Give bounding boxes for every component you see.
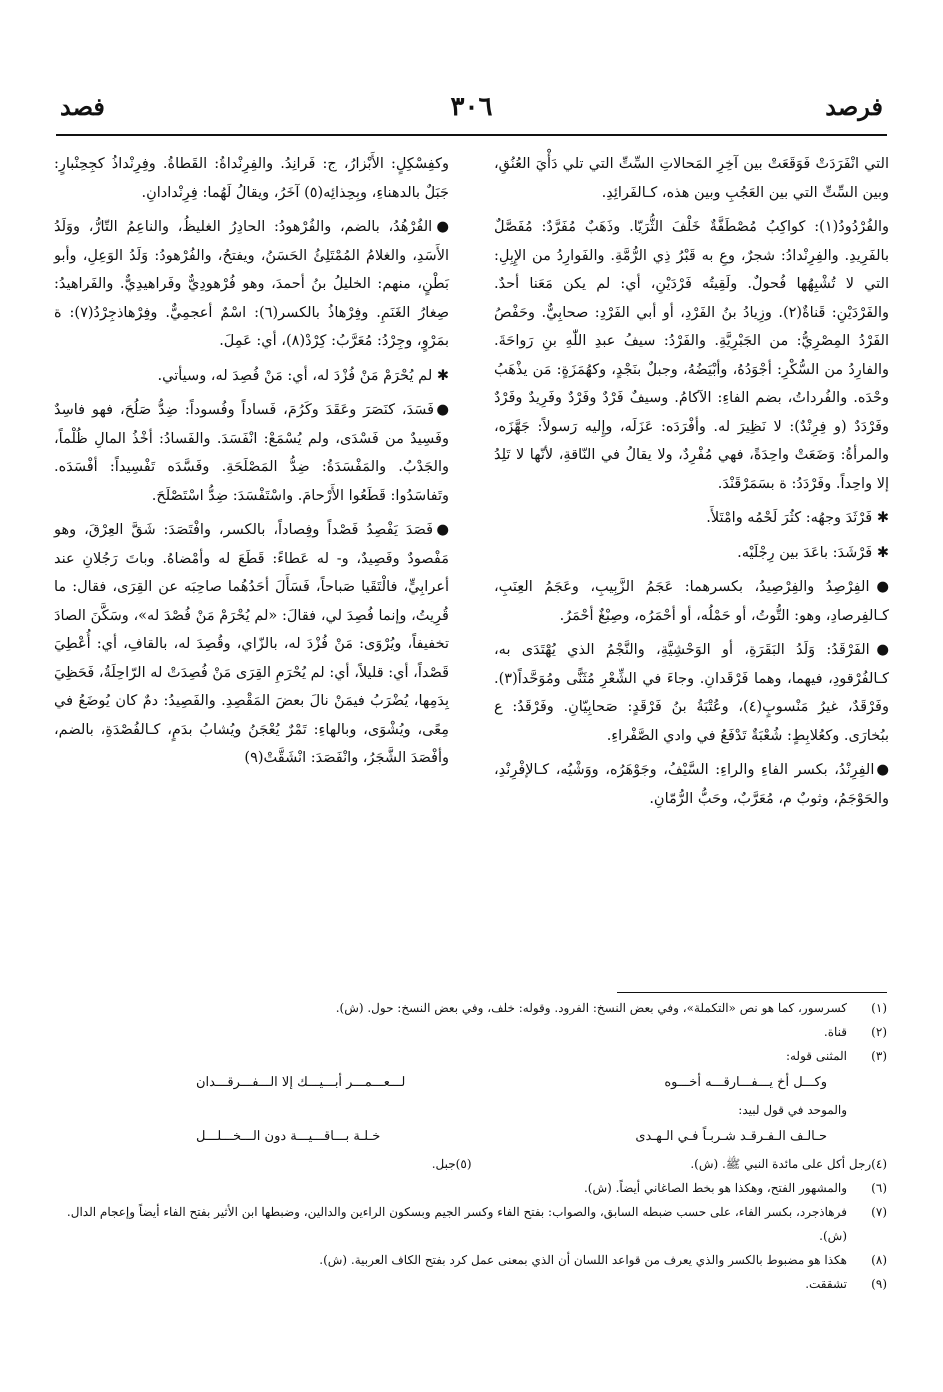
footnote-text: رجل أكل على مائدة النبي ﷺ. (ش). [690, 1157, 872, 1171]
footnote-text: قناة. [823, 1025, 847, 1039]
footnote-pair [56, 1152, 887, 1176]
verse-line [56, 1068, 887, 1098]
footnote-text: جبل. [431, 1157, 456, 1171]
entry-paragraph: ●الفُرْهُدُ، بالضم، والفُرْهودُ: الحادِرُ الغليظُ، والناعِمُ التّارُّ، ووَلَدُ الأَسَدِ، والغلامُ المُمْتَلِئُ الحَسَنُ، ويفتحُ، والفُرْهودُ: وَلَدُ الوَعِلِ، وأبو بَطْنٍ، منهم: الخليلُ بنُ أحمدَ، وهو فُرْهودِيٌّ وفَراهيدِيٌّ. والفَراهيدُ: صِغارُ الغَنَمِ. وفِرْهاذُ بالكسر(٦): اسْمٌ أعجمِيٌّ. وفِرْهاذجِرْدُ(٧): ة بمَرْوٍ، وجِرْدُ: مُعَرَّبُ: كِرْدْ(٨)، أي: عَمِلَ. [54, 219, 450, 349]
entry-paragraph: ✱ فَرْثَدَ وجهُه: كثُرَ لَحْمُه وامْتَلأَ. [706, 510, 889, 526]
entry-paragraph: ●فَصَدَ يَفْصِدُ فَصْداً وفِصاداً، بالكسر، وافْتَصَدَ: شَقَّ العِرْقَ، وهو مَفْصودٌ وفَصِيدٌ، و- له عَطاءً: قَطَعَ له وأمْضاهُ. وباتَ رَجُلانِ عند أعرابِيٍّ، فالْتَقَيا صَباحاً، فَسَأَلَ أحَدُهُما صاحِبَه عن القِرَى، فقال: ما قُرِيتُ، وإنما فُصِدَ لي، فقالَ: «لم يُحْرَمْ مَنْ فُصْدَ له»، وسَكَّنَ الصادَ تخفيفاً، ويُرْوَى: مَنْ فُزْدَ له، بالزّاي، وقُصِدَ له، بالقافِ، أي: أُعْطِيَ قَصْداً، أي: قليلاً، أي: لم يُحْرَمِ القِرَى مَنْ فُصِدَتْ له الرّاحِلَةُ، فَحَظِيَ بِدَمِها، يُضْرَبُ فيمَنْ نالَ بعضَ المَقْصِدِ. والفَصِيدُ: دمٌ كان يُوضَعُ في مِعًى، ويُشْوَى، وبالهاءِ: تَمْرٌ يُعْجَنُ ويُشابُ بدَمٍ، كـالفُصْدَةِ، بالضم، وأفْصَدَ الشَّجَرُ، وانْفَصَدَ: انْشَقَّتْ(٩) [54, 522, 449, 766]
verse-first-hemistich: حـالـف الـفـرقـد شـربـاً فـي الـهـدى [635, 1129, 827, 1144]
footnote-number: (٥) [455, 1157, 472, 1171]
verse-second-hemistich: لـــعـــمـــر أبـــيـــك إلا الـــفـــرقـــدان [196, 1075, 406, 1090]
running-head-right-word: فرصد [825, 92, 883, 121]
footnote [56, 1044, 887, 1068]
verse-first-hemistich: وكـــل أخ يـــفـــارقـــه أخـــوه [664, 1075, 827, 1090]
verse-second-hemistich: خـلـة بـــاقـــيـــة دون الـــخـــلـــل [196, 1129, 381, 1144]
footnote [56, 1020, 887, 1044]
footnote-number: (٩) [871, 1277, 887, 1291]
footnote-number: (٢) [871, 1025, 887, 1039]
entry-paragraph: ●الفَرْقَدُ: وَلَدُ البَقَرَةِ، أو الوَحْشِيَّةِ، والنَّجْمُ الذي يُهْتَدَى به، كـالفُرْقودِ، فيهما، وهما فَرْقَدانِ. وجاءَ في الشِّعْرِ مُثَنًّى ومُوَحَّداً(٣). وفَرْقَدٌ، غيرُ مَنْسوبٍ(٤)، وعُتْبَةُ بنُ فَرْقَدٍ: صَحابِيّانِ. وفَرْقَدُ: ع ببُخارَى. وكعُلابِطٍ: شُعْبَةٌ تَدْفَعُ في وادي الصَّفْراءِ. [494, 642, 889, 744]
footnote [56, 1200, 887, 1248]
right-column [494, 150, 889, 819]
entry-paragraph: ✱ فَرْشَدَ: باعَدَ بين رِجْلَيْه. [737, 544, 889, 561]
footnote-number: (٣) [871, 1049, 887, 1063]
footnote-number: (٨) [871, 1253, 887, 1267]
footnote-number: (٤) [871, 1157, 887, 1171]
footnote-text: هكذا هو مضبوط بالكسر والذي يعرف من قواعد اللسان أن الذي بمعنى عمل كرد بفتح الكاف العربية. (ش). [319, 1253, 847, 1267]
footnote-number: (٧) [871, 1205, 887, 1219]
footnote-text: فرهاذجرد، بكسر الفاء، على حسب ضبطه السابق، والصواب: بفتح الفاء وكسر الجيم وبسكون الراءين والدالين، وضبطها ابن الأثير بفتح الفاء أيضاً وإعجام الدال. (ش). [66, 1205, 847, 1243]
entry-paragraph: ●فَسَدَ، كنَصَرَ وعَقَدَ وكَرُمَ، فَساداً وفُسوداً: ضِدُّ صَلُحَ، فهو فاسِدٌ وفَسِيدٌ من فَسْدَى، ولم يُسْمَعْ: انْفَسَدَ. والفَسادُ: أخْذُ المالِ ظُلْماً، والجَدْبُ. والمَفْسَدَةُ: ضِدُّ المَصْلَحَةِ. وفَسَّدَه تَفْسِيداً: أفْسَدَه. وتَفاسَدُوا: قَطَعُوا الأَرْحامَ. واسْتَفْسَدَ: ضِدُّ اسْتَصْلَحَ. [54, 402, 449, 504]
footnote-text: والمشهور الفتح، وهكذا هو بخط الصاغاني أيضاً. (ش). [583, 1181, 847, 1195]
header-rule [56, 134, 887, 136]
page-number: ٣٠٦ [450, 92, 493, 122]
footnote [472, 1152, 888, 1176]
running-head-left-word: فصد [60, 92, 105, 121]
footnotes-rule [617, 992, 887, 993]
footnote-number: (٦) [871, 1181, 887, 1195]
footnote-text: كسرسور، كما هو نص «التكملة»، وفي بعض النسخ: الفرود. وقوله: خلف، وفي بعض النسخ: حول. (ش). [335, 1001, 847, 1015]
entry-paragraph: ✱ لم يُحْرَمْ مَنْ فُزْدَ له، أي: مَنْ فُصِدَ له، وسيأتي. [157, 367, 449, 384]
footnote-text: المثنى قوله: [785, 1049, 847, 1063]
verse-line [56, 1122, 887, 1152]
entry-paragraph: والفُرْدُودُ(١): كواكِبُ مُصْطَفَّةٌ خَلْفَ الثُّرَيّا. وذَهَبٌ مُفَرَّدٌ: مُفَصَّلٌ بالفَرِيدِ. والفِرِنْدادُ: شجرٌ، وعِ به قَبْرُ ذِي الرُّمَّةِ. والفَوارِدُ من الإِبِلِ: التي لا تُشْبِهُها فُحولٌ. ولَقِيتُه فَرْدَيْنِ، أي: لم يكن مَعَنا أحدٌ. والفَرْدَيْنِ: قَناةٌ(٢). وزِيادُ بنُ الفَرْدِ، أو أبي الفَرْدِ: صحابِيٌّ. وحَفْصُ الفَرْدُ المِصْرِيُّ: من الجَبْرِيَّةِ. والفَرْدُ: سيفُ عبدِ اللّٰهِ بنِ رَواحَةَ. والفارِدُ من السُّكْرِ: أجْوَدُهُ، وأبْيَضُهُ، وجبلٌ بنَجْدٍ، وكهُمَزَةٍ: مَن يذْهَبُ وحْدَه. والفُرداتُ، بضم الفاءِ: الآكامُ. وسيفٌ فَرْدٌ وفَرْدٌ وفَرِيدٌ وفَرْدٌ وفَرْدَدٌ (و فِرِنْدٌ): لا نَظِيرَ له. وأفْرَدَه: عَزَلَه، وإِليه رَسولاً: جَهَّزَه، والمرأةُ: وَضَعَتْ واحِدَةً، فهي مُفْرِدٌ، ولا يقالُ في النّاقةِ، لأنّها لا تَلِدُ إلا واحِداً. وفَرْدَدُ: ة بسَمَرْقَنْدَ. [494, 219, 889, 492]
footnote [56, 1152, 472, 1176]
entry-paragraph: التي انْفَرَدَتْ فَوَقَعَتْ بين آخِرِ المَحالاتِ السِّتِّ التي تلي دَأْيَ العُنُقِ، وبين السِّتِّ التي بين العَجُبِ وبين هذه، كـالفَرائِدِ. [494, 156, 889, 201]
footnote [56, 1272, 887, 1296]
footnotes [56, 996, 887, 1296]
verse-intro: والموحد في قول لبيد: [738, 1103, 847, 1117]
footnote [56, 1176, 887, 1200]
entry-paragraph: ●الفِرْصِدُ والفِرْصِيدُ، بكسرهما: عَجَمُ الزَّبِيبِ، وعَجَمُ العِنَبِ، كـالفِرصادِ، وهو: التُّوتُ، أو حَمْلُه، أو أحْمَرُه، وصِبْغٌ أحْمَرُ. [494, 579, 889, 624]
footnote-text: تشققت. [805, 1277, 847, 1291]
left-column [54, 150, 449, 779]
entry-paragraph: ●الفِرِنْدُ، بكسر الفاءِ والراءِ: السَّيْفُ، وجَوْهَرُه، ووَشْيُه، كـالإفْرِنْدِ، والحَوْجَمُ، وثوبٌ م، مُعَرَّبٌ، وحَبُّ الرُّمّانِ. [494, 762, 889, 807]
footnote-number: (١) [871, 1001, 887, 1015]
footnote [56, 996, 887, 1020]
running-head [60, 92, 883, 126]
entry-paragraph: وكفِسْكِلٍ: الأَبْزارُ، ج: فَرانِدُ. والفِرِنْداةُ: القَطاةُ. وفِرِنْداذُ كجِحِنْبارٍ: جَبَلٌ بالدهناءِ، وبِحِذائِه(٥) آخَرُ، ويقالُ لَهُما: فِرِنْدادانِ. [54, 156, 449, 201]
footnote [56, 1248, 887, 1272]
